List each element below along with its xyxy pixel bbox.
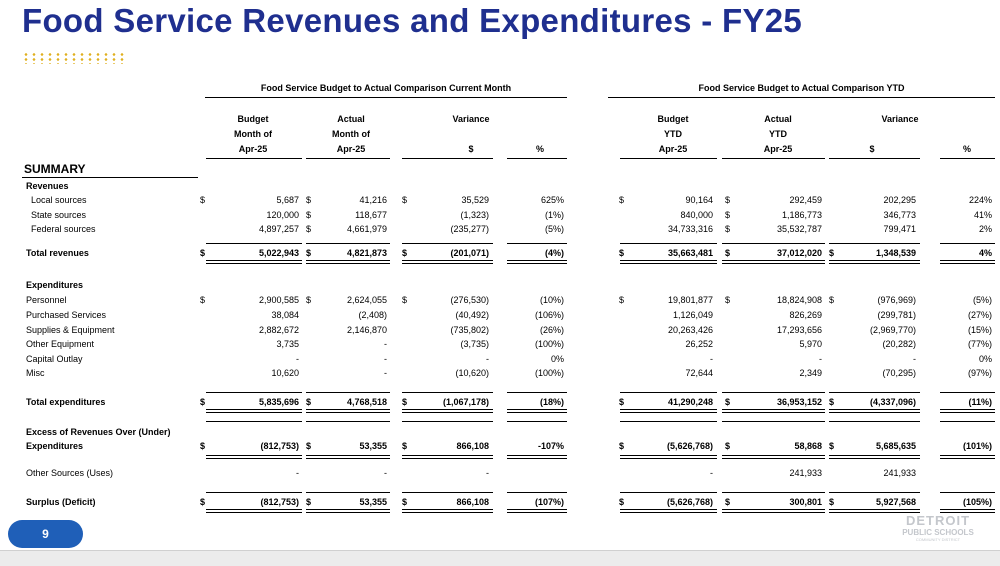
table-cell: 4,821,873 <box>346 248 387 258</box>
table-cell: 241,933 <box>883 468 916 478</box>
total-rule-below <box>722 509 825 513</box>
table-cell: 241,933 <box>789 468 822 478</box>
total-rule-above <box>507 243 567 244</box>
excess-rule-below <box>206 455 302 459</box>
row-label: Misc <box>26 368 45 378</box>
total-rule-above <box>940 421 995 422</box>
header-y-budget-1: YTD <box>664 129 682 139</box>
total-rule-above <box>402 392 493 393</box>
total-rule-below <box>206 509 302 513</box>
table-cell: 2% <box>978 224 992 234</box>
currency-symbol: $ <box>200 441 206 451</box>
currency-symbol: $ <box>829 441 835 451</box>
table-cell: 0% <box>978 354 992 364</box>
group-underline-month <box>205 97 567 98</box>
row-label: Purchased Services <box>26 310 107 320</box>
table-cell: 41,290,248 <box>667 397 713 407</box>
table-cell: - <box>710 468 713 478</box>
currency-symbol: $ <box>306 224 312 234</box>
total-rule-below <box>306 409 390 413</box>
currency-symbol: $ <box>725 210 731 220</box>
row-label: Other Equipment <box>26 339 95 349</box>
table-cell: (4%) <box>544 248 564 258</box>
table-cell: 10,620 <box>271 368 299 378</box>
table-cell: 0% <box>550 354 564 364</box>
currency-symbol: $ <box>306 195 312 205</box>
currency-symbol: $ <box>829 397 835 407</box>
table-cell: (15%) <box>967 325 992 335</box>
table-cell: (1%) <box>544 210 564 220</box>
table-cell: 18,824,908 <box>776 295 822 305</box>
header-m-budget-0: Budget <box>237 114 269 124</box>
currency-symbol: $ <box>306 248 312 258</box>
total-rule-above <box>620 421 717 422</box>
table-cell: 866,108 <box>456 497 489 507</box>
table-cell: (11%) <box>968 397 992 407</box>
total-rule-below <box>306 260 390 264</box>
table-cell: (27%) <box>967 310 992 320</box>
row-label: Surplus (Deficit) <box>26 497 96 507</box>
table-cell: 53,355 <box>359 441 387 451</box>
header-underline-7 <box>940 158 995 159</box>
table-cell: 292,459 <box>789 195 822 205</box>
total-rule-below <box>206 409 302 413</box>
currency-symbol: $ <box>200 195 206 205</box>
table-cell: 2,900,585 <box>258 295 299 305</box>
currency-symbol: $ <box>725 397 731 407</box>
row-label: Expenditures <box>26 441 84 451</box>
header-underline-2 <box>402 158 493 159</box>
row-label: Personnel <box>26 295 67 305</box>
table-cell: (100%) <box>534 368 564 378</box>
table-cell: 4% <box>978 248 992 258</box>
table-cell: (26%) <box>539 325 564 335</box>
currency-symbol: $ <box>200 497 206 507</box>
currency-symbol: $ <box>306 295 312 305</box>
excess-rule-below <box>620 455 717 459</box>
table-cell: 20,263,426 <box>667 325 713 335</box>
total-rule-above <box>940 243 995 244</box>
table-cell: 300,801 <box>789 497 822 507</box>
total-rule-above <box>306 492 390 493</box>
table-cell: - <box>384 468 387 478</box>
total-rule-above <box>940 392 995 393</box>
header-y-actual-2: Apr-25 <box>763 144 793 154</box>
total-rule-above <box>722 421 825 422</box>
table-cell: 118,677 <box>355 210 387 220</box>
table-cell: 37,012,020 <box>776 248 822 258</box>
table-cell: 4,768,518 <box>346 397 387 407</box>
table-cell: (2,408) <box>358 310 387 320</box>
table-cell: (201,071) <box>450 248 489 258</box>
table-cell: (976,969) <box>877 295 916 305</box>
total-rule-above <box>829 492 920 493</box>
currency-symbol: $ <box>200 397 206 407</box>
table-cell: 2,624,055 <box>346 295 387 305</box>
header-y-var-2: % <box>962 144 971 154</box>
currency-symbol: $ <box>725 224 731 234</box>
table-cell: (299,781) <box>877 310 916 320</box>
header-y-var-0: Variance <box>881 114 919 124</box>
row-label: Expenditures <box>26 280 84 290</box>
total-rule-above <box>829 392 920 393</box>
row-label: Federal sources <box>31 224 96 234</box>
group-underline-ytd <box>608 97 995 98</box>
header-y-budget-0: Budget <box>657 114 689 124</box>
header-y-var-1: $ <box>869 144 875 154</box>
total-rule-above <box>620 492 717 493</box>
table-cell: 36,953,152 <box>776 397 822 407</box>
total-rule-above <box>206 421 302 422</box>
currency-symbol: $ <box>306 441 312 451</box>
total-rule-above <box>829 243 920 244</box>
total-rule-below <box>507 509 567 513</box>
table-cell: 17,293,656 <box>776 325 822 335</box>
currency-symbol: $ <box>402 295 408 305</box>
table-cell: 34,733,316 <box>667 224 713 234</box>
table-cell: (97%) <box>967 368 992 378</box>
header-underline-5 <box>722 158 825 159</box>
row-label: Total revenues <box>26 248 89 258</box>
total-rule-above <box>306 243 390 244</box>
table-cell: 1,348,539 <box>875 248 916 258</box>
total-rule-below <box>620 509 717 513</box>
currency-symbol: $ <box>725 441 731 451</box>
table-cell: 35,663,481 <box>667 248 713 258</box>
total-rule-above <box>306 421 390 422</box>
table-cell: 1,186,773 <box>781 210 822 220</box>
table-cell: 5,685,635 <box>875 441 916 451</box>
currency-symbol: $ <box>725 195 731 205</box>
currency-symbol: $ <box>619 295 625 305</box>
summary-underline <box>22 177 198 178</box>
page-number-badge[interactable]: 9 <box>8 520 83 548</box>
excess-rule-below <box>507 455 567 459</box>
total-rule-below <box>829 260 920 264</box>
table-cell: (5,626,768) <box>666 441 713 451</box>
table-cell: (5%) <box>972 295 992 305</box>
total-rule-above <box>206 392 302 393</box>
table-cell: 2,349 <box>799 368 822 378</box>
table-cell: 72,644 <box>685 368 713 378</box>
header-underline-3 <box>507 158 567 159</box>
row-label: Capital Outlay <box>26 354 83 364</box>
currency-symbol: $ <box>402 248 408 258</box>
total-rule-above <box>722 243 825 244</box>
table-cell: (1,067,178) <box>442 397 489 407</box>
total-rule-below <box>507 409 567 413</box>
table-cell: 3,735 <box>276 339 299 349</box>
excess-rule-below <box>829 455 920 459</box>
total-rule-above <box>722 492 825 493</box>
table-cell: (20,282) <box>882 339 916 349</box>
table-cell: (735,802) <box>450 325 489 335</box>
header-m-budget-2: Apr-25 <box>238 144 268 154</box>
logo-line-3: COMMUNITY DISTRICT <box>915 537 961 542</box>
table-cell: (18%) <box>539 397 564 407</box>
total-rule-above <box>507 492 567 493</box>
table-cell: (235,277) <box>450 224 489 234</box>
total-rule-below <box>402 409 493 413</box>
page-title: Food Service Revenues and Expenditures - FY25 <box>22 2 803 39</box>
table-cell: 5,687 <box>276 195 299 205</box>
total-rule-above <box>620 243 717 244</box>
table-cell: 5,022,943 <box>258 248 299 258</box>
header-m-budget-1: Month of <box>234 129 272 139</box>
table-cell: 826,269 <box>789 310 822 320</box>
table-cell: 38,084 <box>271 310 299 320</box>
excess-rule-below <box>306 455 390 459</box>
table-cell: (107%) <box>534 497 564 507</box>
table-cell: - <box>819 354 822 364</box>
total-rule-below <box>402 509 493 513</box>
row-label: Revenues <box>26 181 69 191</box>
total-rule-above <box>507 421 567 422</box>
table-cell: 840,000 <box>680 210 713 220</box>
currency-symbol: $ <box>200 248 206 258</box>
table-cell: 224% <box>968 195 992 205</box>
table-cell: 1,126,049 <box>672 310 713 320</box>
table-cell: 53,355 <box>359 497 387 507</box>
table-cell: (812,753) <box>260 441 299 451</box>
table-cell: (5%) <box>544 224 564 234</box>
header-m-actual-2: Apr-25 <box>336 144 366 154</box>
table-cell: (101%) <box>962 441 992 451</box>
header-y-actual-1: YTD <box>769 129 787 139</box>
total-rule-below <box>306 509 390 513</box>
row-label: Excess of Revenues Over (Under) <box>26 427 171 437</box>
table-cell: 5,835,696 <box>258 397 299 407</box>
table-cell: - <box>710 354 713 364</box>
group-title-month: Food Service Budget to Actual Comparison Current Month <box>260 83 512 93</box>
total-rule-below <box>620 260 717 264</box>
currency-symbol: $ <box>829 295 835 305</box>
total-rule-above <box>402 243 493 244</box>
total-rule-above <box>306 392 390 393</box>
currency-symbol: $ <box>619 195 625 205</box>
row-label: Local sources <box>31 195 87 205</box>
table-cell: 2,146,870 <box>346 325 387 335</box>
total-rule-below <box>620 409 717 413</box>
row-label: Other Sources (Uses) <box>26 468 114 478</box>
row-label: Supplies & Equipment <box>26 325 115 335</box>
currency-symbol: $ <box>725 497 731 507</box>
group-title-ytd: Food Service Budget to Actual Comparison YTD <box>698 83 905 93</box>
table-cell: 35,529 <box>461 195 489 205</box>
table-cell: 866,108 <box>456 441 489 451</box>
currency-symbol: $ <box>306 497 312 507</box>
row-label: State sources <box>31 210 87 220</box>
currency-symbol: $ <box>619 397 625 407</box>
table-cell: - <box>486 468 489 478</box>
footer-bar <box>0 550 1000 566</box>
table-cell: - <box>384 354 387 364</box>
district-logo <box>888 514 988 546</box>
currency-symbol: $ <box>306 210 312 220</box>
table-cell: - <box>913 354 916 364</box>
table-cell: 41% <box>973 210 992 220</box>
total-rule-below <box>507 260 567 264</box>
table-cell: 19,801,877 <box>667 295 713 305</box>
table-cell: - <box>296 468 299 478</box>
currency-symbol: $ <box>829 248 835 258</box>
table-cell: 26,252 <box>685 339 713 349</box>
table-cell: (3,735) <box>460 339 489 349</box>
table-cell: - <box>384 339 387 349</box>
table-cell: (812,753) <box>260 497 299 507</box>
header-underline-0 <box>206 158 302 159</box>
total-rule-above <box>829 421 920 422</box>
total-rule-above <box>722 392 825 393</box>
logo-line-1: DETROIT <box>905 513 971 528</box>
total-rule-below <box>402 260 493 264</box>
total-rule-above <box>940 492 995 493</box>
table-cell: 202,295 <box>883 195 916 205</box>
excess-rule-below <box>940 455 995 459</box>
table-cell: - <box>296 354 299 364</box>
table-cell: 5,927,568 <box>875 497 916 507</box>
header-m-var-1: $ <box>468 144 474 154</box>
table-cell: 120,000 <box>266 210 299 220</box>
table-cell: 625% <box>540 195 564 205</box>
table-cell: 41,216 <box>359 195 387 205</box>
total-rule-above <box>206 243 302 244</box>
currency-symbol: $ <box>619 248 625 258</box>
table-cell: - <box>486 354 489 364</box>
total-rule-above <box>402 421 493 422</box>
total-rule-above <box>620 392 717 393</box>
header-m-var-0: Variance <box>452 114 490 124</box>
header-m-var-2: % <box>535 144 544 154</box>
table-cell: (40,492) <box>455 310 489 320</box>
excess-rule-below <box>402 455 493 459</box>
table-cell: (4,337,096) <box>869 397 916 407</box>
row-label: Total expenditures <box>26 397 106 407</box>
total-rule-above <box>507 392 567 393</box>
header-underline-6 <box>829 158 920 159</box>
table-cell: (1,323) <box>460 210 489 220</box>
currency-symbol: $ <box>306 397 312 407</box>
table-cell: (10,620) <box>455 368 489 378</box>
currency-symbol: $ <box>402 497 408 507</box>
table-cell: - <box>384 368 387 378</box>
total-rule-above <box>206 492 302 493</box>
total-rule-above <box>402 492 493 493</box>
currency-symbol: $ <box>402 195 408 205</box>
excess-rule-below <box>722 455 825 459</box>
currency-symbol: $ <box>402 397 408 407</box>
currency-symbol: $ <box>402 441 408 451</box>
header-underline-1 <box>306 158 390 159</box>
table-cell: (70,295) <box>882 368 916 378</box>
decorative-dots <box>22 52 126 64</box>
header-y-budget-2: Apr-25 <box>658 144 688 154</box>
table-cell: (77%) <box>967 339 992 349</box>
header-y-actual-0: Actual <box>764 114 792 124</box>
table-cell: (10%) <box>539 295 564 305</box>
table-cell: 4,897,257 <box>258 224 299 234</box>
header-m-actual-1: Month of <box>332 129 370 139</box>
table-cell: -107% <box>537 441 564 451</box>
summary-label: SUMMARY <box>24 162 86 176</box>
total-rule-below <box>206 260 302 264</box>
total-rule-below <box>722 409 825 413</box>
total-rule-below <box>722 260 825 264</box>
table-cell: 90,164 <box>685 195 713 205</box>
table-cell: (2,969,770) <box>869 325 916 335</box>
total-rule-below <box>940 260 995 264</box>
table-cell: 346,773 <box>883 210 916 220</box>
logo-line-2: PUBLIC SCHOOLS <box>902 528 974 537</box>
table-cell: 5,970 <box>799 339 822 349</box>
table-cell: 799,471 <box>883 224 916 234</box>
table-cell: (100%) <box>534 339 564 349</box>
header-underline-4 <box>620 158 717 159</box>
table-cell: 2,882,672 <box>258 325 299 335</box>
table-cell: 35,532,787 <box>776 224 822 234</box>
currency-symbol: $ <box>725 295 731 305</box>
header-m-actual-0: Actual <box>337 114 365 124</box>
currency-symbol: $ <box>200 295 206 305</box>
currency-symbol: $ <box>829 497 835 507</box>
total-rule-below <box>829 409 920 413</box>
currency-symbol: $ <box>619 497 625 507</box>
table-cell: (105%) <box>962 497 992 507</box>
currency-symbol: $ <box>619 441 625 451</box>
table-cell: 4,661,979 <box>346 224 387 234</box>
table-cell: (5,626,768) <box>666 497 713 507</box>
currency-symbol: $ <box>725 248 731 258</box>
table-cell: 58,868 <box>794 441 822 451</box>
total-rule-below <box>940 409 995 413</box>
table-cell: (276,530) <box>450 295 489 305</box>
table-cell: (106%) <box>534 310 564 320</box>
